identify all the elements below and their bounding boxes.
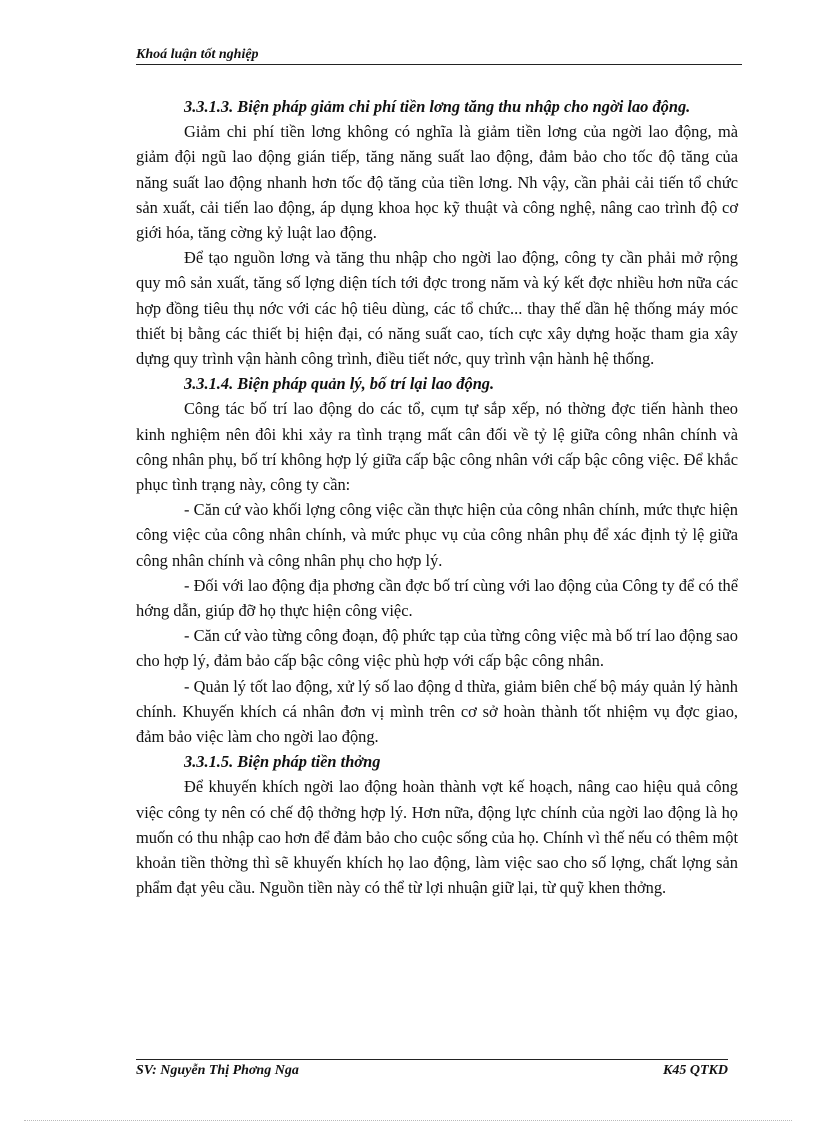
paragraph: Công tác bố trí lao động do các tổ, cụm tự sắp xếp, nó thờng đợc tiến hành theo kinh nghiệm nên đôi khi xảy ra tình trạng mất cân đối về tỷ lệ giữa công nhân chính và công nhân phụ, bố trí không hợp lý giữa cấp bậc công nhân với cấp bậc công việc. Để khắc phục tình trạng này, công ty cần: [136,399,738,495]
list-item: - Căn cứ vào khối lợng công việc cần thực hiện của công nhân chính, mức thực hiện công việc của công nhân chính, và mức phục vụ của công nhân phụ để xác định tỷ lệ giữa công nhân chính và công nhân phụ cho hợp lý. [136,500,738,570]
footer-author: SV: Nguyễn Thị Phơng Nga [136,1063,299,1078]
footer-class-code: K45 QTKD [663,1063,728,1078]
page-header [136,47,742,65]
paragraph: Giảm chi phí tiền lơng không có nghĩa là giảm tiền lơng của ngời lao động, mà giảm đội ngũ lao động gián tiếp, tăng năng suất lao động, đảm bảo cho tốc độ tăng của năng suất lao động nhanh hơn tốc độ tăng của tiền lơng. Nh vậy, cần phải cải tiến tổ chức sản xuất, cải tiến lao động, áp dụng khoa học kỹ thuật và công nghệ, nâng cao trình độ cơ giới hóa, tăng cờng kỷ luật lao động. [136,122,738,243]
list-item: - Căn cứ vào từng công đoạn, độ phức tạp của từng công việc mà bố trí lao động sao cho hợp lý, đảm bảo cấp bậc công việc phù hợp với cấp bậc công nhân. [136,626,738,671]
page-footer [136,1059,728,1079]
list-item: - Quản lý tốt lao động, xử lý số lao động d thừa, giảm biên chế bộ máy quản lý hành chính. Khuyến khích cá nhân đơn vị mình trên cơ sở hoàn thành tốt nhiệm vụ đợc giao, đảm bảo việc làm cho ngời lao động. [136,676,738,747]
section-heading-3-3-1-4: 3.3.1.4. Biện pháp quản lý, bố trí lại lao động. [184,374,495,394]
paragraph: Để khuyến khích ngời lao động hoàn thành vợt kế hoạch, nâng cao hiệu quả công việc công ty nên có chế độ thởng hợp lý. Hơn nữa, động lực chính của ngời lao động là họ muốn có thu nhập cao hơn để đảm bảo cho cuộc sống của họ. Chính vì thế nếu có thêm một khoản tiền thờng thì sẽ khuyến khích họ lao động, làm việc sao cho số lợng, chất lợng sản phẩm đạt yêu cầu. Nguồn tiền này có thể từ lợi nhuận giữ lại, từ quỹ khen thởng. [136,777,738,898]
header-title: Khoá luận tốt nghiệp [136,47,259,62]
page-edge-divider [24,1120,792,1121]
document-body [136,94,738,901]
section-heading-3-3-1-3: 3.3.1.3. Biện pháp giảm chi phí tiền lơng tăng thu nhập cho ngời lao động. [184,97,691,116]
section-heading-3-3-1-5: 3.3.1.5. Biện pháp tiền thởng [184,752,381,772]
list-item: - Đối với lao động địa phơng cần đợc bố trí cùng với lao động của Công ty để có thể hớng dẫn, giúp đỡ họ thực hiện công việc. [136,575,738,621]
paragraph: Để tạo nguồn lơng và tăng thu nhập cho ngời lao động, công ty cần phải mở rộng quy mô sản xuất, tăng số lợng diện tích tới đợc trong năm và ký kết đợc nhiều hơn nữa các hợp đồng tiêu thụ nớc với các hộ tiêu dùng, các tổ chức... thay thế dần hệ thống máy móc thiết bị bằng các thiết bị hiện đại, có năng suất cao, tích cực xây dựng hoặc tham gia xây dựng quy trình vận hành công trình, điều tiết nớc, quy trình vận hành hệ thống. [136,248,738,369]
